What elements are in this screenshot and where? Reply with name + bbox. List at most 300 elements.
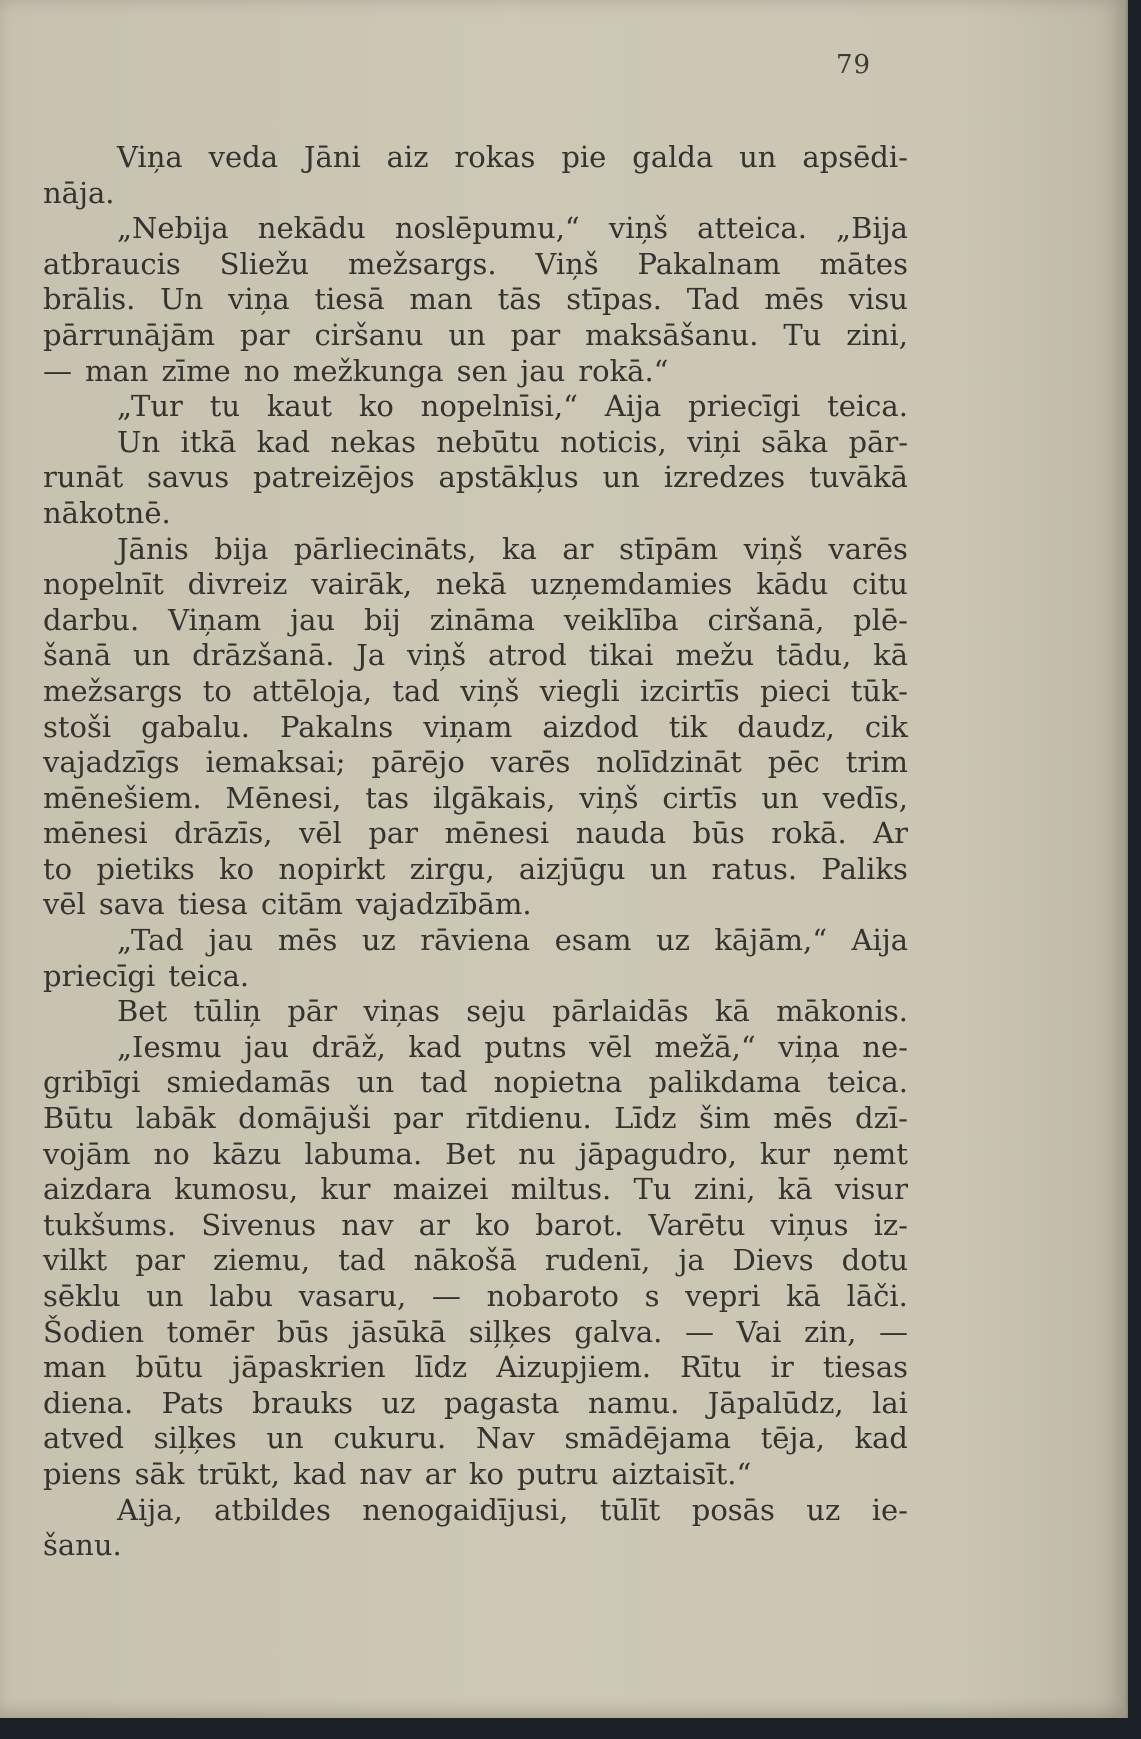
word: tad [420,1065,468,1100]
word: noticis, [560,424,667,459]
word: kad [854,1421,908,1456]
word: mēnesi [444,816,550,851]
text-line [43,176,908,212]
word: jau [208,923,254,958]
word: runāt [43,460,124,495]
word: lai [872,1385,908,1420]
word: Tu [633,1172,672,1207]
word: dotu [841,1243,908,1278]
word: — [878,1314,908,1349]
body-text [43,140,908,1564]
word: dzī- [855,1101,908,1136]
word: viņam [423,709,513,744]
word: teica. [827,1065,908,1100]
word: atteica. [697,211,807,246]
word: Pakalns [280,709,394,744]
word: rokā. [771,816,847,851]
word: nebūtu [436,424,540,459]
word: uz [361,923,396,958]
word: esam [554,923,632,958]
word: būs [276,1314,329,1349]
text-line [43,1101,908,1137]
word: jau [520,353,566,388]
word: nekādu [257,211,366,246]
word: uz [806,1492,841,1527]
word: pieci [759,673,831,708]
text-line [43,1172,908,1208]
word: „Bija [836,211,908,246]
word: maksāšanu. [585,317,759,352]
word: pie [561,140,607,174]
word: Viņa [117,140,183,174]
text-line [43,1243,908,1279]
word: kādu [756,567,829,602]
word: viņš [608,211,669,246]
word: nekas [330,424,416,459]
word: tēja, [760,1421,825,1456]
word: to [43,851,73,886]
text-line [43,354,908,390]
text-line [43,318,908,354]
text-line [43,1137,908,1173]
word: „Iesmu [117,1029,222,1064]
word: aizjūgu [518,851,626,886]
word: zīme [161,353,231,388]
word: aiz [386,140,429,174]
word: vēl [299,816,342,851]
text-line [43,923,908,959]
word: siļķes [153,1421,237,1456]
word: tomēr [166,1314,255,1349]
word: ciršanu [314,317,424,352]
word: vedīs, [822,780,908,815]
word: labāk [135,1101,216,1136]
word: teica. [168,958,250,993]
word: ir [770,1350,794,1385]
word: nenogaidījusi, [362,1492,569,1527]
word: pārliecināts, [293,531,477,566]
text-line [43,460,908,496]
word: nav [341,1207,394,1242]
word: tās [497,282,542,317]
word: veda [208,140,278,174]
word: „Tad [117,923,184,958]
word: pārrunājām [43,317,216,352]
word: citu [852,567,908,602]
word: jau [290,602,336,637]
word: zini, [693,1172,756,1207]
word: par [135,1243,185,1278]
word: Jāpalūdz, [707,1385,844,1420]
word: Tu [783,317,822,352]
word: un [448,317,486,352]
word: darbu. [43,602,140,637]
word: zini, [846,317,908,352]
word: stoši [43,709,112,744]
word: Būtu [43,1101,114,1136]
word: siļķes [468,1314,552,1349]
word: kā [777,1172,813,1207]
word: tik [668,709,708,744]
word: pārlaidās [552,994,689,1029]
text-line [43,852,908,888]
page-number: 79 [836,50,872,80]
word: vēl [43,887,86,922]
word: līdz [414,1350,468,1385]
word: zirgu, [409,851,495,886]
word: kumosu, [174,1172,299,1207]
word: mātes [819,246,908,281]
word: un [602,460,640,495]
word: Šodien [43,1314,145,1349]
word: teica. [827,389,908,424]
word: ar [418,1207,450,1242]
word: mēnesi [43,816,148,851]
word: Dievs [732,1243,814,1278]
word: noslēpumu,“ [394,211,580,246]
text-line [43,1493,908,1529]
word: visu [848,282,908,317]
word: priecīgi [43,958,156,993]
word: tuvākā [809,460,908,495]
word: viņus [770,1207,849,1242]
text-line [43,282,908,318]
word: tūlīt [599,1492,661,1527]
word: zināma [429,602,535,637]
word: un [146,1279,184,1313]
text-line [43,567,908,603]
word: tiesas [822,1350,908,1385]
word: — [684,1314,714,1349]
word: mēs [773,1101,833,1136]
word: jau [244,1029,290,1064]
word: sāka [761,424,829,459]
word: seju [466,994,526,1029]
word: nav [359,1456,412,1491]
word: no [153,1136,190,1171]
text-line [43,1350,908,1386]
word: Ar [873,816,908,851]
word: miltus. [510,1172,612,1207]
text-line [43,247,908,283]
word: ja [678,1243,705,1278]
word: par [510,317,561,352]
word: būs [692,816,745,851]
word: trim [845,745,908,780]
word: Pakalnam [637,246,781,281]
word: nopelnīt [43,567,164,602]
word: cukuru. [333,1421,447,1456]
text-line [43,425,908,461]
word: viņas [363,994,440,1029]
word: citām [260,887,343,922]
word: namu. [587,1385,680,1420]
word: Sivenus [201,1207,317,1242]
word: jāsūkā [351,1314,447,1349]
word: par [239,317,290,352]
word: ar [562,531,594,566]
text-line [43,1315,908,1351]
word: kājām,“ [714,923,828,958]
word: man [409,282,473,317]
word: nākošā [413,1243,517,1278]
word: tikai [588,638,654,673]
word: kā [873,638,908,673]
word: pagasta [443,1385,560,1420]
word: savus [147,460,230,495]
word: ko [358,389,394,424]
word: patreizējos [253,460,415,495]
word: tūliņ [193,994,262,1029]
word: atbildes [214,1492,331,1527]
word: s [644,1279,660,1313]
word: pārējo [371,745,465,780]
word: jāpaskrien [232,1350,386,1385]
word: ie- [871,1492,908,1527]
word: ar [424,1456,456,1491]
word: jāpagudro, [578,1136,737,1171]
text-line [43,674,908,710]
word: pietiks [96,851,195,886]
word: kā [714,994,750,1029]
word: Aija [851,923,908,958]
word: zin, [803,1314,857,1349]
word: nopelnīsi,“ [420,389,578,424]
word: kāzu [212,1136,282,1171]
word: iemaksai; [205,745,346,780]
word: varēs [828,531,908,566]
word: viņa [228,282,290,317]
word: palikdama [648,1065,802,1100]
word: Bet [445,1136,496,1171]
word: mežsargs [43,673,183,708]
word: nauda [575,816,667,851]
word: Mēnesi, [225,780,342,815]
word: attēloja, [252,673,373,708]
word: kā [786,1279,821,1313]
word: posās [691,1492,775,1527]
word: rītdienu. [465,1101,592,1136]
word: bij [363,602,401,637]
word: galva. [574,1314,663,1349]
text-line [43,1279,908,1315]
word: šanu. [43,1528,122,1563]
word: putru [516,1456,599,1491]
word: rokā.“ [578,353,669,388]
word: stīpām [619,531,719,566]
word: apstākļus [438,460,579,495]
word: gribīgi [43,1065,141,1100]
word: uzņemdamies [530,567,733,602]
word: atved [43,1421,125,1456]
word: kad [408,1029,462,1064]
word: nāja. [43,175,115,210]
word: sēklu [43,1279,121,1313]
word: vajadzībām. [355,887,532,922]
word: un [356,1065,395,1100]
word: brālis. [43,282,136,317]
word: nu [518,1136,556,1171]
word: smādējama [564,1421,731,1456]
text-line [43,745,908,781]
word: galda [632,140,714,174]
word: Aizupjiem. [496,1350,652,1385]
word: smiedamās [166,1065,331,1100]
text-line [43,710,908,746]
word: tas [365,780,410,815]
word: mēs [764,282,824,317]
word: viegli [539,673,620,708]
word: Pats [161,1385,224,1420]
word: kad [292,1456,347,1491]
word: un [649,851,688,886]
word: „Tur [117,389,183,424]
word: man [85,353,149,388]
word: cik [864,709,908,744]
word: „Nebija [117,211,229,246]
word: tad [392,673,440,708]
word: priecīgi [688,389,801,424]
word: nekā [435,567,507,602]
word: Sliežu [219,246,310,281]
word: viņš [579,780,639,815]
word: kur [320,1172,371,1207]
word: rokas [454,140,536,174]
text-line [43,887,908,923]
word: Tad [686,282,740,317]
word: rāviena [420,923,531,958]
word: viņi [687,424,741,459]
word: plē- [853,602,908,637]
word: kur [759,1136,810,1171]
word: izredzes [663,460,786,495]
word: Aija, [117,1492,183,1527]
word: ratus. [711,851,798,886]
text-line [43,1208,908,1244]
word: ne- [862,1029,908,1064]
word: veiklība [563,602,679,637]
word: kaut [266,389,333,424]
word: sen [456,353,508,388]
word: Viņam [168,602,262,637]
word: tiesa [177,887,248,922]
word: aizdod [542,709,639,744]
word: putns [484,1029,567,1064]
word: Bet [117,994,168,1029]
text-line [43,1457,908,1493]
word: par [393,1101,443,1136]
word: trūkt, [197,1456,280,1491]
word: — [43,353,72,388]
word: par [368,816,419,851]
word: nopirkt [278,851,386,886]
word: pār- [848,424,908,459]
word: man [43,1350,107,1385]
word: rudenī, [544,1243,651,1278]
word: viņš [743,531,803,566]
word: sāk [134,1456,185,1491]
text-line [43,781,908,817]
word: mežu [675,638,755,673]
word: ziemu, [212,1243,311,1278]
word: Un [160,282,204,317]
word: maizei [392,1172,489,1207]
word: vairāk, [311,567,413,602]
word: vilkt [43,1243,108,1278]
word: labu [209,1279,274,1313]
word: viņš [460,673,520,708]
word: no [243,353,280,388]
word: nākotnē. [43,495,171,530]
text-line [43,389,908,425]
word: drāzšanā. [192,638,335,673]
word: uz [655,923,690,958]
word: varēs [490,745,571,780]
word: tādu, [775,638,852,673]
word: nobaroto [486,1279,619,1313]
word: pēc [767,745,820,780]
word: uz [381,1385,416,1420]
word: ko [468,1456,504,1491]
word: tūk- [850,673,908,708]
word: ko [475,1207,511,1242]
word: atrod [487,638,567,673]
word: Aija [604,389,662,424]
word: lāči. [846,1279,908,1313]
text-line [43,211,908,247]
word: pār [287,994,338,1029]
word: sava [98,887,165,922]
word: vojām [43,1136,131,1171]
word: Varētu [648,1207,746,1242]
word: tu [209,389,241,424]
text-line [43,1065,908,1101]
text-line [43,1030,908,1066]
word: aizdara [43,1172,152,1207]
word: Nav [475,1421,535,1456]
text-line [43,603,908,639]
word: stīpas. [566,282,662,317]
word: ko [219,851,255,886]
word: diena. [43,1385,134,1420]
word: kad [256,424,311,459]
word: tad [338,1243,386,1278]
word: mēnešiem. [43,780,202,815]
word: gabalu. [141,709,251,744]
text-line [43,140,908,176]
word: iz- [873,1207,908,1242]
word: ciršanā, [707,602,825,637]
word: un [266,1421,304,1456]
word: izcirtīs [639,673,740,708]
word: un [132,638,171,673]
text-line [43,638,908,674]
text-line [43,1386,908,1422]
word: bija [214,531,269,566]
word: labuma. [304,1136,423,1171]
word: šanā [43,638,112,673]
text-line [43,1421,908,1457]
word: mēs [277,923,338,958]
word: viņš [406,638,467,673]
text-line [43,496,908,532]
text-line [43,994,908,1030]
word: Jānis [117,531,189,566]
word: un [739,140,777,174]
word: vajadzīgs [43,745,180,780]
word: — [431,1279,461,1313]
word: mežā,“ [654,1029,756,1064]
